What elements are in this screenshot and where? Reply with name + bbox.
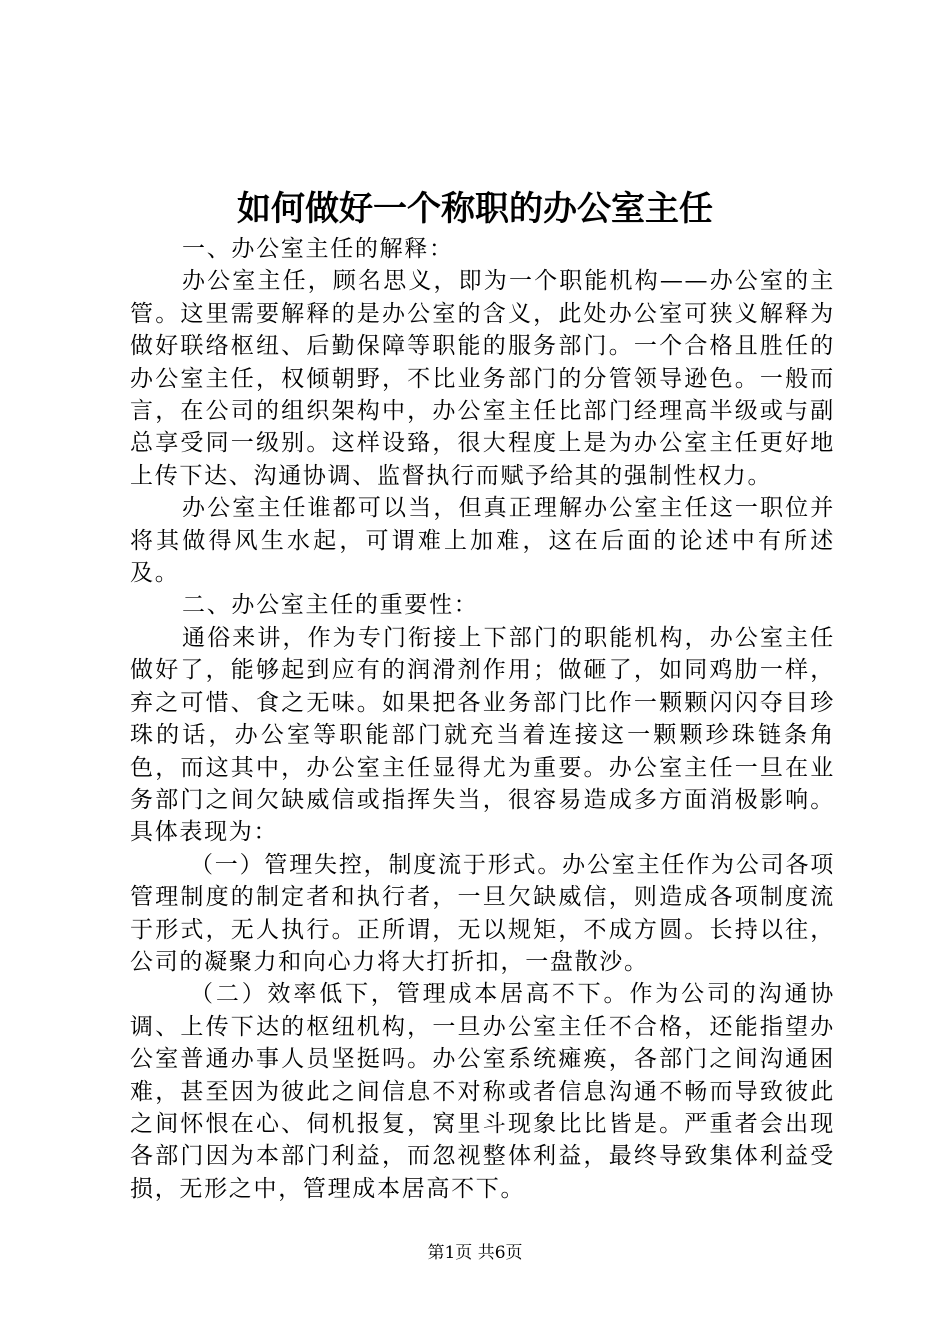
section-heading-1: 一、办公室主任的解释：	[182, 236, 454, 262]
page-footer: 第1页 共6页	[427, 1243, 523, 1263]
paragraph-difficulty: 办公室主任谁都可以当，但真正理解办公室主任这一职位并将其做得风生水起，可谓难上加难，这在后面的论述中有所述及。	[130, 495, 835, 587]
paragraph-importance: 通俗来讲，作为专门衔接上下部门的职能机构，办公室主任做好了，能够起到应有的润滑剂作用；做砸了，如同鸡肋一样，弃之可惜、食之无味。如果把各业务部门比作一颗颗闪闪夺目珍珠的话，办公室等职能部门就充当着连接这一颗颗珍珠链条角色，而这其中，办公室主任显得尤为重要。办公室主任一旦在业务部门之间欠缺威信或指挥失当，很容易造成多方面消极影响。具体表现为：	[130, 624, 835, 846]
document-body	[130, 233, 835, 1205]
paragraph-definition: 办公室主任，顾名思义，即为一个职能机构——办公室的主管。这里需要解释的是办公室的含义，此处办公室可狭义解释为做好联络枢纽、后勤保障等职能的服务部门。一个合格且胜任的办公室主任，权倾朝野，不比业务部门的分管领导逊色。一般而言，在公司的组织架构中，办公室主任比部门经理高半级或与副总享受同一级别。这样设臵，很大程度上是为办公室主任更好地上传下达、沟通协调、监督执行而赋予给其的强制性权力。	[130, 268, 835, 489]
section-heading-2: 二、办公室主任的重要性：	[182, 592, 479, 619]
document-title: 如何做好一个称职的办公室主任	[237, 189, 713, 229]
paragraph-point-2: （二）效率低下，管理成本居高不下。作为公司的沟通协调、上传下达的枢纽机构，一旦办公室主任不合格，还能指望办公室普通办事人员坚挺吗。办公室系统瘫痪，各部门之间沟通困难，甚至因为彼此之间信息不对称或者信息沟通不畅而导致彼此之间怀恨在心、伺机报复，窝里斗现象比比皆是。严重者会出现各部门因为本部门利益，而忽视整体利益，最终导致集体利益受损，无形之中，管理成本居高不下。	[130, 981, 835, 1202]
paragraph-point-1: （一）管理失控，制度流于形式。办公室主任作为公司各项管理制度的制定者和执行者，一旦欠缺威信，则造成各项制度流于形式，无人执行。正所谓，无以规矩，不成方圆。长持以往，公司的凝聚力和向心力将大打折扣，一盘散沙。	[130, 851, 835, 975]
